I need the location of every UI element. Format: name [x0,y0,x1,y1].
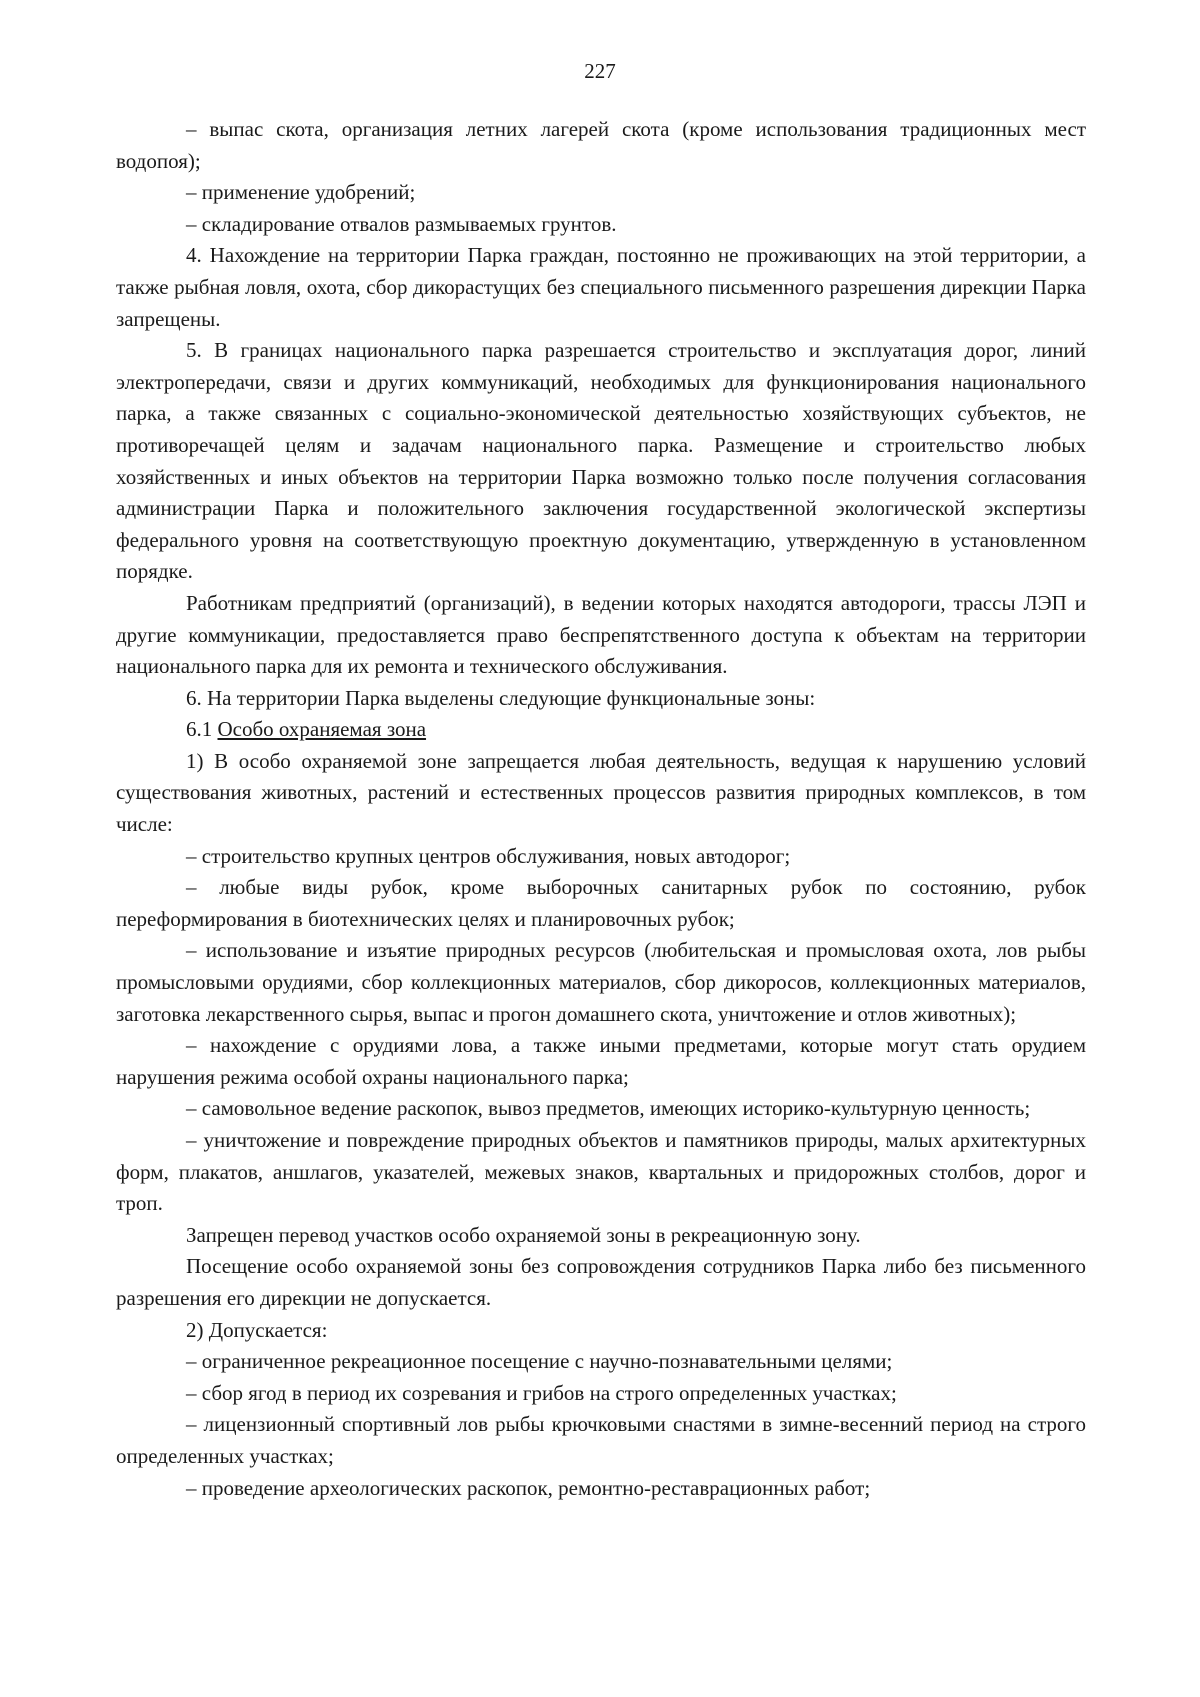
list-item: – лицензионный спортивный лов рыбы крючковыми снастями в зимне-весенний период на строго определенных участках; [116,1412,1086,1468]
paragraph: – выпас скота, организация летних лагерей скота (кроме использования традиционных мест водопоя); [116,117,1086,173]
paragraph: – складирование отвалов размываемых грунтов. [186,211,617,236]
document-body [116,114,1086,1504]
paragraph: 1) В особо охраняемой зоне запрещается любая деятельность, ведущая к нарушению условий существования животных, растений и естественных процессов развития природных комплексов, в том числе: [116,748,1086,837]
section-number: 6.1 [186,717,218,742]
list-item: – строительство крупных центров обслуживания, новых автодорог; [186,843,791,868]
list-item: – самовольное ведение раскопок, вывоз предметов, имеющих историко-культурную ценность; [186,1096,1031,1121]
section-heading [116,714,1086,746]
list-item: – любые виды рубок, кроме выборочных санитарных рубок по состоянию, рубок переформирования в биотехнических целях и планировочных рубок; [116,875,1086,931]
list-item: – уничтожение и повреждение природных объектов и памятников природы, малых архитектурных форм, плакатов, аншлагов, указателей, межевых знаков, квартальных и придорожных столбов, дорог и троп. [116,1128,1086,1216]
paragraph: – применение удобрений; [186,180,416,205]
paragraph: 4. Нахождение на территории Парка граждан, постоянно не проживающих на этой территории, а также рыбная ловля, охота, сбор дикорастущих без специального письменного разрешения дирекции Парка запрещены. [116,243,1086,331]
list-item: – ограниченное рекреационное посещение с научно-познавательными целями; [186,1349,893,1374]
list-item: – использование и изъятие природных ресурсов (любительская и промысловая охота, лов рыбы промысловыми орудиями, сбор коллекционных материалов, сбор дикоросов, коллекционных материалов, заготовка лекарственного сырья, выпас и прогон домашнего скота, уничтожение и отлов животных); [116,938,1086,1026]
paragraph: Запрещен перевод участков особо охраняемой зоны в рекреационную зону. [186,1222,861,1247]
paragraph: 2) Допускается: [186,1317,328,1342]
section-title: Особо охраняемая зона [217,717,427,742]
list-item: – сбор ягод в период их созревания и грибов на строго определенных участках; [186,1380,897,1405]
paragraph: Работникам предприятий (организаций), в ведении которых находятся автодороги, трассы ЛЭП и другие коммуникации, предоставляется право беспрепятственного доступа к объектам на территории национального парка для их ремонта и технического обслуживания. [116,590,1086,679]
paragraph: 6. На территории Парка выделены следующие функциональные зоны: [186,685,816,710]
paragraph: 5. В границах национального парка разрешается строительство и эксплуатация дорог, линий электропередачи, связи и других коммуникаций, необходимых для функционирования национального парка, а также связанных с социально-экономической деятельностью хозяйствующих субъектов, не противоречащей целям и задачам национального парка. Размещение и строительство любых хозяйственных и иных объектов на территории Парка возможно только после получения согласования администрации Парка и положительного заключения государственной экологической экспертизы федерального уровня на соответствующую проектную документацию, утвержденную в установленном порядке. [116,338,1086,584]
paragraph: Посещение особо охраняемой зоны без сопровождения сотрудников Парка либо без письменного разрешения его дирекции не допускается. [116,1254,1086,1310]
list-item: – нахождение с орудиями лова, а также иными предметами, которые могут стать орудием нарушения режима особой охраны национального парка; [116,1033,1086,1089]
list-item: – проведение археологических раскопок, ремонтно-реставрационных работ; [186,1475,871,1500]
page-number: 227 [584,59,616,83]
